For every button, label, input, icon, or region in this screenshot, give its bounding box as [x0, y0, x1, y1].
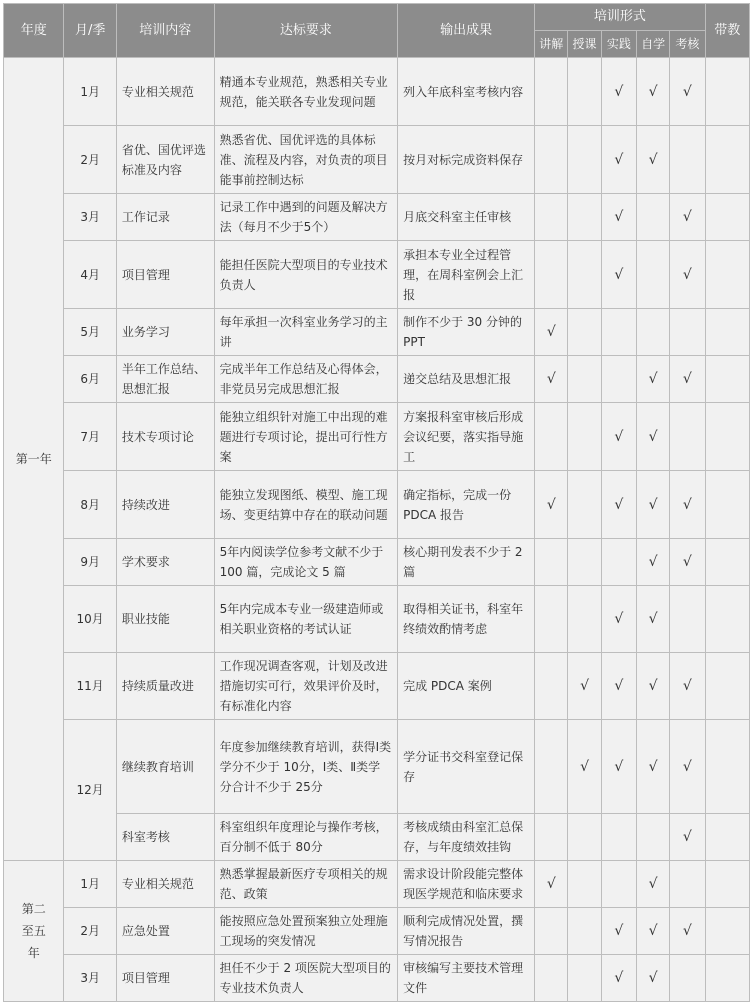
check-mark-icon: √ — [580, 678, 590, 694]
form-self-study-cell — [636, 403, 669, 471]
month-cell: 9月 — [64, 539, 116, 586]
check-mark-icon: √ — [682, 83, 692, 100]
header-content: 培训内容 — [116, 4, 214, 58]
form-teaching-cell — [568, 309, 601, 356]
form-self-study-cell — [636, 955, 669, 1002]
form-practice-cell — [601, 720, 636, 814]
form-teaching-cell — [568, 720, 601, 814]
form-teaching-cell — [568, 126, 601, 194]
check-mark-icon: √ — [614, 970, 624, 986]
table-row — [4, 241, 750, 309]
form-assessment-cell — [670, 309, 705, 356]
form-teaching-cell — [568, 814, 601, 861]
form-teaching-cell — [568, 356, 601, 403]
form-self-study-cell — [636, 471, 669, 539]
content-cell: 项目管理 — [116, 241, 214, 309]
content-cell: 继续教育培训 — [116, 720, 214, 814]
form-teaching-cell — [568, 653, 601, 720]
form-practice-cell — [601, 539, 636, 586]
mentor-cell — [705, 241, 749, 309]
output-cell: 取得相关证书，科室年终绩效酌情考虑 — [398, 586, 535, 653]
check-mark-icon: √ — [648, 923, 658, 939]
content-cell: 项目管理 — [116, 955, 214, 1002]
content-cell: 持续质量改进 — [116, 653, 214, 720]
form-practice-cell — [601, 194, 636, 241]
form-practice-cell — [601, 403, 636, 471]
table-row — [4, 126, 750, 194]
form-lecture-cell — [535, 814, 568, 861]
form-self-study-cell — [636, 58, 669, 126]
form-teaching-cell — [568, 58, 601, 126]
form-assessment-cell — [670, 539, 705, 586]
form-self-study-cell — [636, 539, 669, 586]
form-assessment-cell — [670, 955, 705, 1002]
check-mark-icon: √ — [614, 266, 624, 283]
output-cell: 学分证书交科室登记保存 — [398, 720, 535, 814]
form-practice-cell — [601, 908, 636, 955]
table-row — [4, 861, 750, 908]
header-mentor: 带教 — [705, 4, 749, 58]
month-cell: 6月 — [64, 356, 116, 403]
form-self-study-cell — [636, 309, 669, 356]
month-cell: 8月 — [64, 471, 116, 539]
form-practice-cell — [601, 814, 636, 861]
form-assessment-cell — [670, 58, 705, 126]
check-mark-icon: √ — [648, 554, 658, 570]
form-self-study-cell — [636, 241, 669, 309]
form-practice-cell — [601, 126, 636, 194]
month-cell: 1月 — [64, 861, 116, 908]
form-teaching-cell — [568, 861, 601, 908]
form-lecture-cell — [535, 586, 568, 653]
table-row — [4, 653, 750, 720]
form-assessment-cell — [670, 471, 705, 539]
header-form-self-study: 自学 — [636, 31, 669, 58]
check-mark-icon: √ — [648, 151, 658, 168]
check-mark-icon: √ — [614, 496, 624, 513]
form-teaching-cell — [568, 403, 601, 471]
content-cell: 职业技能 — [116, 586, 214, 653]
mentor-cell — [705, 720, 749, 814]
form-teaching-cell — [568, 194, 601, 241]
header-form-assessment: 考核 — [670, 31, 705, 58]
form-self-study-cell — [636, 720, 669, 814]
form-lecture-cell — [535, 955, 568, 1002]
content-cell: 应急处置 — [116, 908, 214, 955]
mentor-cell — [705, 126, 749, 194]
check-mark-icon: √ — [682, 758, 692, 775]
month-cell: 3月 — [64, 955, 116, 1002]
content-cell: 持续改进 — [116, 471, 214, 539]
form-self-study-cell — [636, 908, 669, 955]
month-cell: 2月 — [64, 126, 116, 194]
check-mark-icon: √ — [682, 678, 692, 694]
content-cell: 半年工作总结、思想汇报 — [116, 356, 214, 403]
table-row — [4, 814, 750, 861]
check-mark-icon: √ — [614, 151, 624, 168]
header-training-form: 培训形式 — [535, 4, 705, 31]
year-cell: 第二至五年 — [4, 861, 64, 1002]
check-mark-icon: √ — [614, 611, 624, 627]
table-row — [4, 194, 750, 241]
content-cell: 学术要求 — [116, 539, 214, 586]
mentor-cell — [705, 653, 749, 720]
output-cell: 确定指标，完成一份 PDCA 报告 — [398, 471, 535, 539]
form-teaching-cell — [568, 908, 601, 955]
form-self-study-cell — [636, 356, 669, 403]
month-cell: 7月 — [64, 403, 116, 471]
form-lecture-cell — [535, 126, 568, 194]
mentor-cell — [705, 955, 749, 1002]
standard-cell: 5年内完成本专业一级建造师或相关职业资格的考试认证 — [214, 586, 397, 653]
standard-cell: 熟悉掌握最新医疗专项相关的规范、政策 — [214, 861, 397, 908]
form-teaching-cell — [568, 586, 601, 653]
content-cell: 科室考核 — [116, 814, 214, 861]
check-mark-icon: √ — [682, 266, 692, 283]
table-row — [4, 471, 750, 539]
form-self-study-cell — [636, 194, 669, 241]
check-mark-icon: √ — [546, 371, 556, 387]
check-mark-icon: √ — [648, 496, 658, 513]
header-standard: 达标要求 — [214, 4, 397, 58]
check-mark-icon: √ — [580, 758, 590, 775]
standard-cell: 能按照应急处置预案独立处理施工现场的突发情况 — [214, 908, 397, 955]
form-lecture-cell — [535, 241, 568, 309]
standard-cell: 熟悉省优、国优评选的具体标准、流程及内容，对负责的项目能事前控制达标 — [214, 126, 397, 194]
mentor-cell — [705, 586, 749, 653]
standard-cell: 科室组织年度理论与操作考核，百分制不低于 80分 — [214, 814, 397, 861]
content-cell: 工作记录 — [116, 194, 214, 241]
table-row — [4, 539, 750, 586]
mentor-cell — [705, 309, 749, 356]
form-practice-cell — [601, 356, 636, 403]
table-row — [4, 58, 750, 126]
output-cell: 完成 PDCA 案例 — [398, 653, 535, 720]
check-mark-icon: √ — [648, 970, 658, 986]
training-plan-table — [3, 3, 750, 1002]
mentor-cell — [705, 539, 749, 586]
form-self-study-cell — [636, 586, 669, 653]
content-cell: 专业相关规范 — [116, 58, 214, 126]
form-practice-cell — [601, 955, 636, 1002]
table-row — [4, 356, 750, 403]
month-cell: 10月 — [64, 586, 116, 653]
form-lecture-cell — [535, 309, 568, 356]
check-mark-icon: √ — [546, 496, 556, 513]
header-form-teaching: 授课 — [568, 31, 601, 58]
header-output: 输出成果 — [398, 4, 535, 58]
month-cell: 2月 — [64, 908, 116, 955]
mentor-cell — [705, 814, 749, 861]
content-cell: 业务学习 — [116, 309, 214, 356]
form-teaching-cell — [568, 955, 601, 1002]
check-mark-icon: √ — [648, 678, 658, 694]
output-cell: 列入年底科室考核内容 — [398, 58, 535, 126]
form-teaching-cell — [568, 471, 601, 539]
standard-cell: 能独立组织针对施工中出现的难题进行专项讨论，提出可行性方案 — [214, 403, 397, 471]
form-teaching-cell — [568, 241, 601, 309]
check-mark-icon: √ — [682, 496, 692, 513]
form-practice-cell — [601, 241, 636, 309]
output-cell: 需求设计阶段能完整体现医学规范和临床要求 — [398, 861, 535, 908]
form-assessment-cell — [670, 861, 705, 908]
form-lecture-cell — [535, 356, 568, 403]
form-lecture-cell — [535, 403, 568, 471]
mentor-cell — [705, 356, 749, 403]
check-mark-icon: √ — [648, 371, 658, 387]
check-mark-icon: √ — [546, 324, 556, 340]
form-lecture-cell — [535, 861, 568, 908]
month-cell: 12月 — [64, 720, 116, 861]
form-assessment-cell — [670, 908, 705, 955]
form-assessment-cell — [670, 720, 705, 814]
content-cell: 专业相关规范 — [116, 861, 214, 908]
form-practice-cell — [601, 471, 636, 539]
standard-cell: 年度参加继续教育培训，获得Ⅰ类学分不少于 10分，Ⅰ类、Ⅱ类学分合计不少于 25分 — [214, 720, 397, 814]
form-self-study-cell — [636, 126, 669, 194]
check-mark-icon: √ — [682, 923, 692, 939]
check-mark-icon: √ — [614, 923, 624, 939]
form-lecture-cell — [535, 194, 568, 241]
form-practice-cell — [601, 861, 636, 908]
mentor-cell — [705, 403, 749, 471]
output-cell: 制作不少于 30 分钟的 PPT — [398, 309, 535, 356]
standard-cell: 能独立发现图纸、模型、施工现场、变更结算中存在的联动问题 — [214, 471, 397, 539]
output-cell: 承担本专业全过程管理，在周科室例会上汇报 — [398, 241, 535, 309]
check-mark-icon: √ — [682, 371, 692, 387]
form-assessment-cell — [670, 356, 705, 403]
form-practice-cell — [601, 309, 636, 356]
check-mark-icon: √ — [614, 428, 624, 445]
check-mark-icon: √ — [648, 83, 658, 100]
content-cell: 技术专项讨论 — [116, 403, 214, 471]
form-lecture-cell — [535, 720, 568, 814]
table-row — [4, 908, 750, 955]
form-lecture-cell — [535, 539, 568, 586]
output-cell: 顺利完成情况处置，撰写情况报告 — [398, 908, 535, 955]
form-self-study-cell — [636, 861, 669, 908]
form-assessment-cell — [670, 586, 705, 653]
month-cell: 5月 — [64, 309, 116, 356]
month-cell: 3月 — [64, 194, 116, 241]
content-cell: 省优、国优评选标准及内容 — [116, 126, 214, 194]
output-cell: 按月对标完成资料保存 — [398, 126, 535, 194]
check-mark-icon: √ — [648, 876, 658, 892]
standard-cell: 能担任医院大型项目的专业技术负责人 — [214, 241, 397, 309]
mentor-cell — [705, 908, 749, 955]
mentor-cell — [705, 194, 749, 241]
standard-cell: 5年内阅读学位参考文献不少于 100 篇，完成论文 5 篇 — [214, 539, 397, 586]
standard-cell: 记录工作中遇到的问题及解决方法（每月不少于5个） — [214, 194, 397, 241]
check-mark-icon: √ — [614, 83, 624, 100]
form-assessment-cell — [670, 126, 705, 194]
output-cell: 月底交科室主任审核 — [398, 194, 535, 241]
standard-cell: 担任不少于 2 项医院大型项目的专业技术负责人 — [214, 955, 397, 1002]
form-teaching-cell — [568, 539, 601, 586]
check-mark-icon: √ — [614, 678, 624, 694]
form-assessment-cell — [670, 241, 705, 309]
form-practice-cell — [601, 653, 636, 720]
month-cell: 11月 — [64, 653, 116, 720]
check-mark-icon: √ — [546, 876, 556, 892]
mentor-cell — [705, 471, 749, 539]
header-year: 年度 — [4, 4, 64, 58]
table-row — [4, 586, 750, 653]
table-row — [4, 403, 750, 471]
check-mark-icon: √ — [648, 428, 658, 445]
table-row — [4, 955, 750, 1002]
header-form-lecture: 讲解 — [535, 31, 568, 58]
check-mark-icon: √ — [614, 209, 624, 225]
form-lecture-cell — [535, 471, 568, 539]
standard-cell: 工作现况调查客观，计划及改进措施切实可行，效果评价及时，有标准化内容 — [214, 653, 397, 720]
month-cell: 4月 — [64, 241, 116, 309]
form-self-study-cell — [636, 814, 669, 861]
mentor-cell — [705, 58, 749, 126]
check-mark-icon: √ — [682, 554, 692, 570]
output-cell: 审核编写主要技术管理文件 — [398, 955, 535, 1002]
year-cell: 第一年 — [4, 58, 64, 861]
form-lecture-cell — [535, 908, 568, 955]
output-cell: 递交总结及思想汇报 — [398, 356, 535, 403]
month-cell: 1月 — [64, 58, 116, 126]
form-self-study-cell — [636, 653, 669, 720]
standard-cell: 完成半年工作总结及心得体会，非党员另完成思想汇报 — [214, 356, 397, 403]
form-assessment-cell — [670, 653, 705, 720]
mentor-cell — [705, 861, 749, 908]
output-cell: 核心期刊发表不少于 2 篇 — [398, 539, 535, 586]
form-lecture-cell — [535, 58, 568, 126]
standard-cell: 每年承担一次科室业务学习的主讲 — [214, 309, 397, 356]
check-mark-icon: √ — [648, 611, 658, 627]
output-cell: 方案报科室审核后形成会议纪要，落实指导施工 — [398, 403, 535, 471]
output-cell: 考核成绩由科室汇总保存，与年度绩效挂钩 — [398, 814, 535, 861]
check-mark-icon: √ — [682, 829, 692, 845]
form-assessment-cell — [670, 403, 705, 471]
header-form-practice: 实践 — [601, 31, 636, 58]
form-assessment-cell — [670, 814, 705, 861]
header-month: 月/季 — [64, 4, 116, 58]
check-mark-icon: √ — [648, 758, 658, 775]
standard-cell: 精通本专业规范，熟悉相关专业规范，能关联各专业发现问题 — [214, 58, 397, 126]
form-practice-cell — [601, 58, 636, 126]
form-practice-cell — [601, 586, 636, 653]
check-mark-icon: √ — [682, 209, 692, 225]
form-lecture-cell — [535, 653, 568, 720]
check-mark-icon: √ — [614, 758, 624, 775]
form-assessment-cell — [670, 194, 705, 241]
table-row — [4, 309, 750, 356]
table-row — [4, 720, 750, 814]
